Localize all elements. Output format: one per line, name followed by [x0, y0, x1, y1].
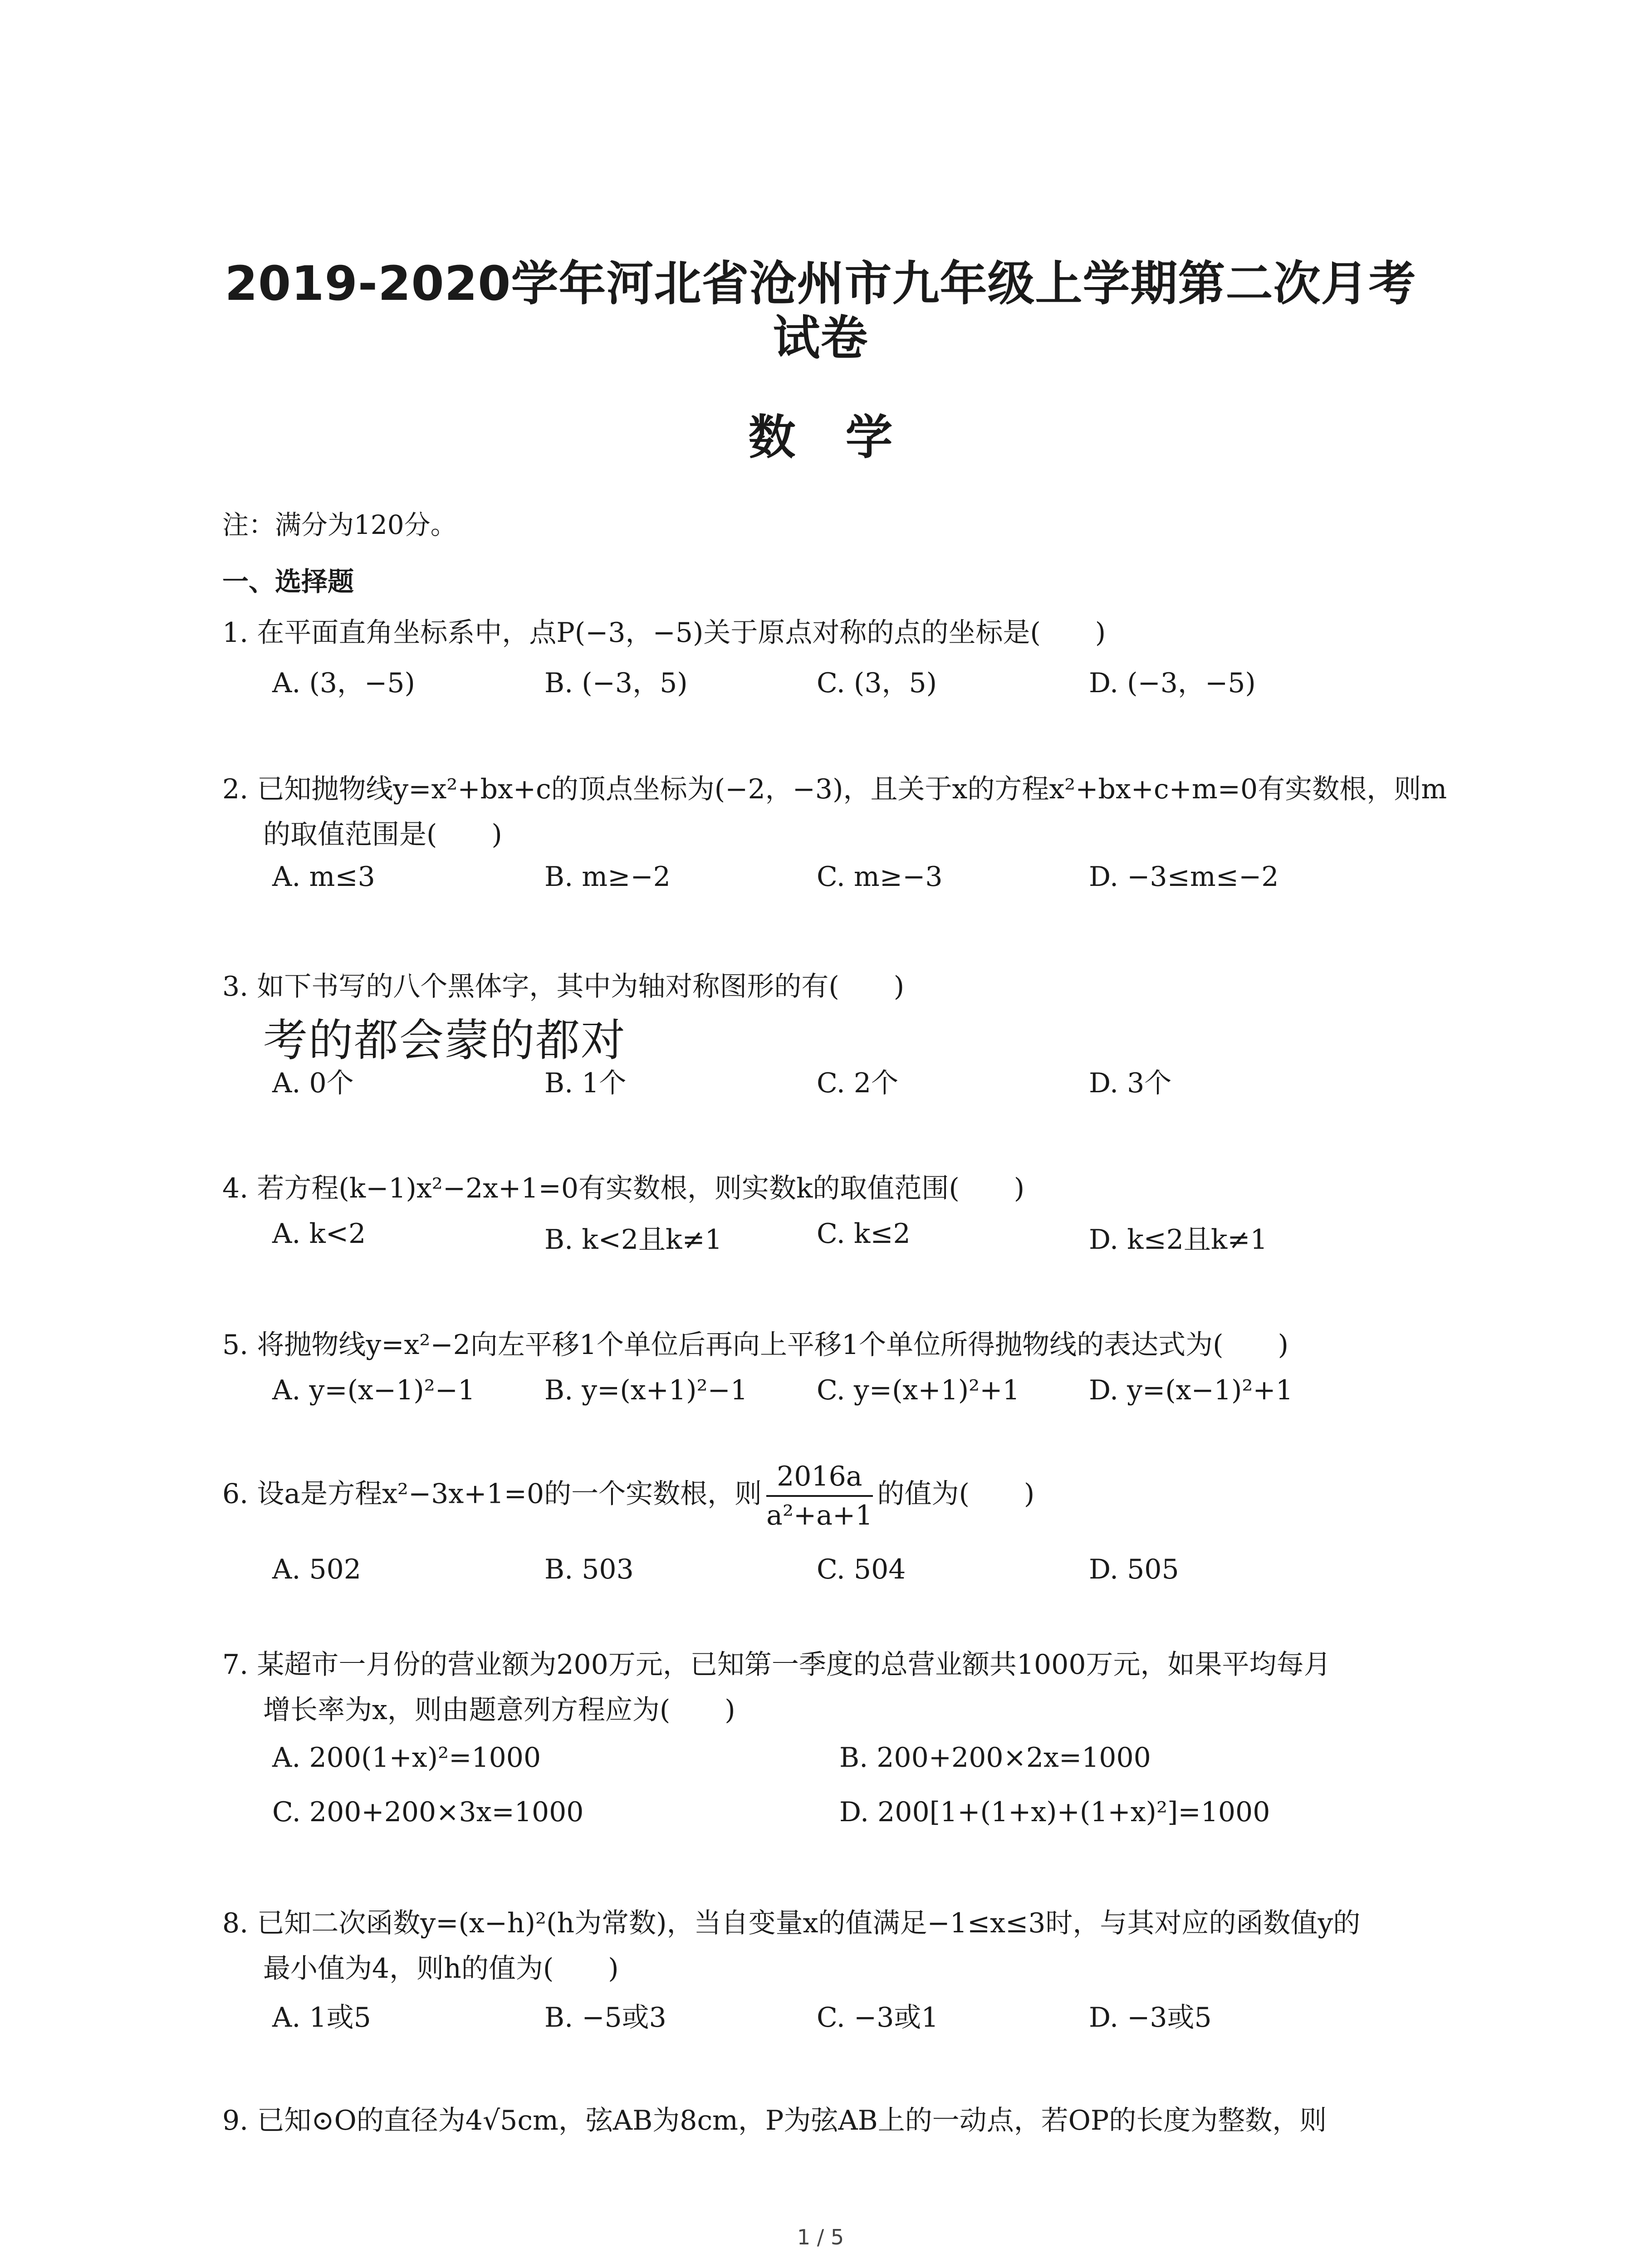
- question-1-option-c: C. (3，5): [817, 667, 937, 699]
- question-6-option-a: A. 502: [272, 1554, 361, 1585]
- score-note: 注：满分为120分。: [222, 509, 457, 540]
- question-7-option-b: B. 200+200×2x=1000: [839, 1742, 1151, 1774]
- section-title: 一、选择题: [222, 566, 354, 597]
- question-3-option-d: D. 3个: [1089, 1067, 1172, 1099]
- question-1-option-a: A. (3，−5): [272, 667, 415, 699]
- question-8-option-a: A. 1或5: [272, 2002, 371, 2033]
- question-2-option-c: C. m≥−3: [817, 861, 943, 893]
- question-7-option-d: D. 200[1+(1+x)+(1+x)²]=1000: [839, 1796, 1270, 1828]
- question-5-option-b: B. y=(x+1)²−1: [544, 1374, 748, 1406]
- question-3-option-c: C. 2个: [817, 1067, 899, 1099]
- question-4-text: 4. 若方程(k−1)x²−2x+1=0有实数根，则实数k的取值范围( ): [222, 1173, 1025, 1204]
- question-1-option-d: D. (−3，−5): [1089, 667, 1256, 699]
- question-1-option-b: B. (−3，5): [544, 667, 688, 699]
- question-4-option-b: B. k<2且k≠1: [544, 1224, 722, 1256]
- question-2-option-a: A. m≤3: [272, 861, 375, 893]
- question-6-suffix: 的值为( ): [877, 1478, 1035, 1510]
- question-6-prefix: 6. 设a是方程x²−3x+1=0的一个实数根，则: [222, 1478, 762, 1510]
- question-6-fraction-denominator: a²+a+1: [766, 1500, 873, 1531]
- question-8-option-d: D. −3或5: [1089, 2002, 1212, 2033]
- question-3-glyph-row: 考的都会蒙的都对: [263, 1015, 627, 1066]
- question-2-option-d: D. −3≤m≤−2: [1089, 861, 1279, 893]
- question-2-line2: 的取值范围是( ): [263, 819, 502, 850]
- question-8-option-c: C. −3或1: [817, 2002, 939, 2033]
- question-6-text: [222, 1461, 1034, 1531]
- question-3-option-b: B. 1个: [544, 1067, 627, 1099]
- question-8-option-b: B. −5或3: [544, 2002, 666, 2033]
- question-5-option-a: A. y=(x−1)²−1: [272, 1374, 475, 1406]
- question-5-text: 5. 将抛物线y=x²−2向左平移1个单位后再向上平移1个单位所得抛物线的表达式为( ): [222, 1329, 1288, 1361]
- question-4-option-c: C. k≤2: [817, 1218, 911, 1250]
- question-7-line2: 增长率为x，则由题意列方程应为( ): [263, 1694, 735, 1726]
- question-6-option-c: C. 504: [817, 1554, 906, 1585]
- page-title-line1: 2019-2020学年河北省沧州市九年级上学期第二次月考: [225, 256, 1416, 311]
- question-2-line1: 2. 已知抛物线y=x²+bx+c的顶点坐标为(−2，−3)，且关于x的方程x²+bx+c+m=0有实数根，则m: [222, 773, 1447, 805]
- page-number: 1 / 5: [797, 2225, 844, 2249]
- question-7-option-a: A. 200(1+x)²=1000: [272, 1742, 541, 1774]
- question-9-text: 9. 已知⊙O的直径为4√5cm，弦AB为8cm，P为弦AB上的一动点，若OP的长度为整数，则: [222, 2105, 1327, 2136]
- question-8-line2: 最小值为4，则h的值为( ): [263, 1953, 619, 1984]
- page-title-line2: 试卷: [773, 310, 868, 366]
- question-4-option-d: D. k≤2且k≠1: [1089, 1224, 1268, 1256]
- question-6-fraction: [766, 1461, 872, 1531]
- question-3-text: 3. 如下书写的八个黑体字，其中为轴对称图形的有( ): [222, 971, 905, 1002]
- question-5-option-d: D. y=(x−1)²+1: [1089, 1374, 1293, 1406]
- question-7-line1: 7. 某超市一月份的营业额为200万元，已知第一季度的总营业额共1000万元，如果平均每月: [222, 1649, 1331, 1681]
- question-7-option-c: C. 200+200×3x=1000: [272, 1796, 584, 1828]
- question-6-option-d: D. 505: [1089, 1554, 1179, 1585]
- question-3-option-a: A. 0个: [272, 1067, 354, 1099]
- subject-title: 数学: [748, 410, 943, 465]
- question-6-fraction-numerator: 2016a: [766, 1461, 872, 1497]
- question-5-option-c: C. y=(x+1)²+1: [817, 1374, 1020, 1406]
- question-1-text: 1. 在平面直角坐标系中，点P(−3，−5)关于原点对称的点的坐标是( ): [222, 617, 1106, 649]
- question-4-option-a: A. k<2: [272, 1218, 366, 1250]
- question-8-line1: 8. 已知二次函数y=(x−h)²(h为常数)，当自变量x的值满足−1≤x≤3时，与其对应的函数值y的: [222, 1907, 1361, 1939]
- question-6-option-b: B. 503: [544, 1554, 634, 1585]
- question-2-option-b: B. m≥−2: [544, 861, 671, 893]
